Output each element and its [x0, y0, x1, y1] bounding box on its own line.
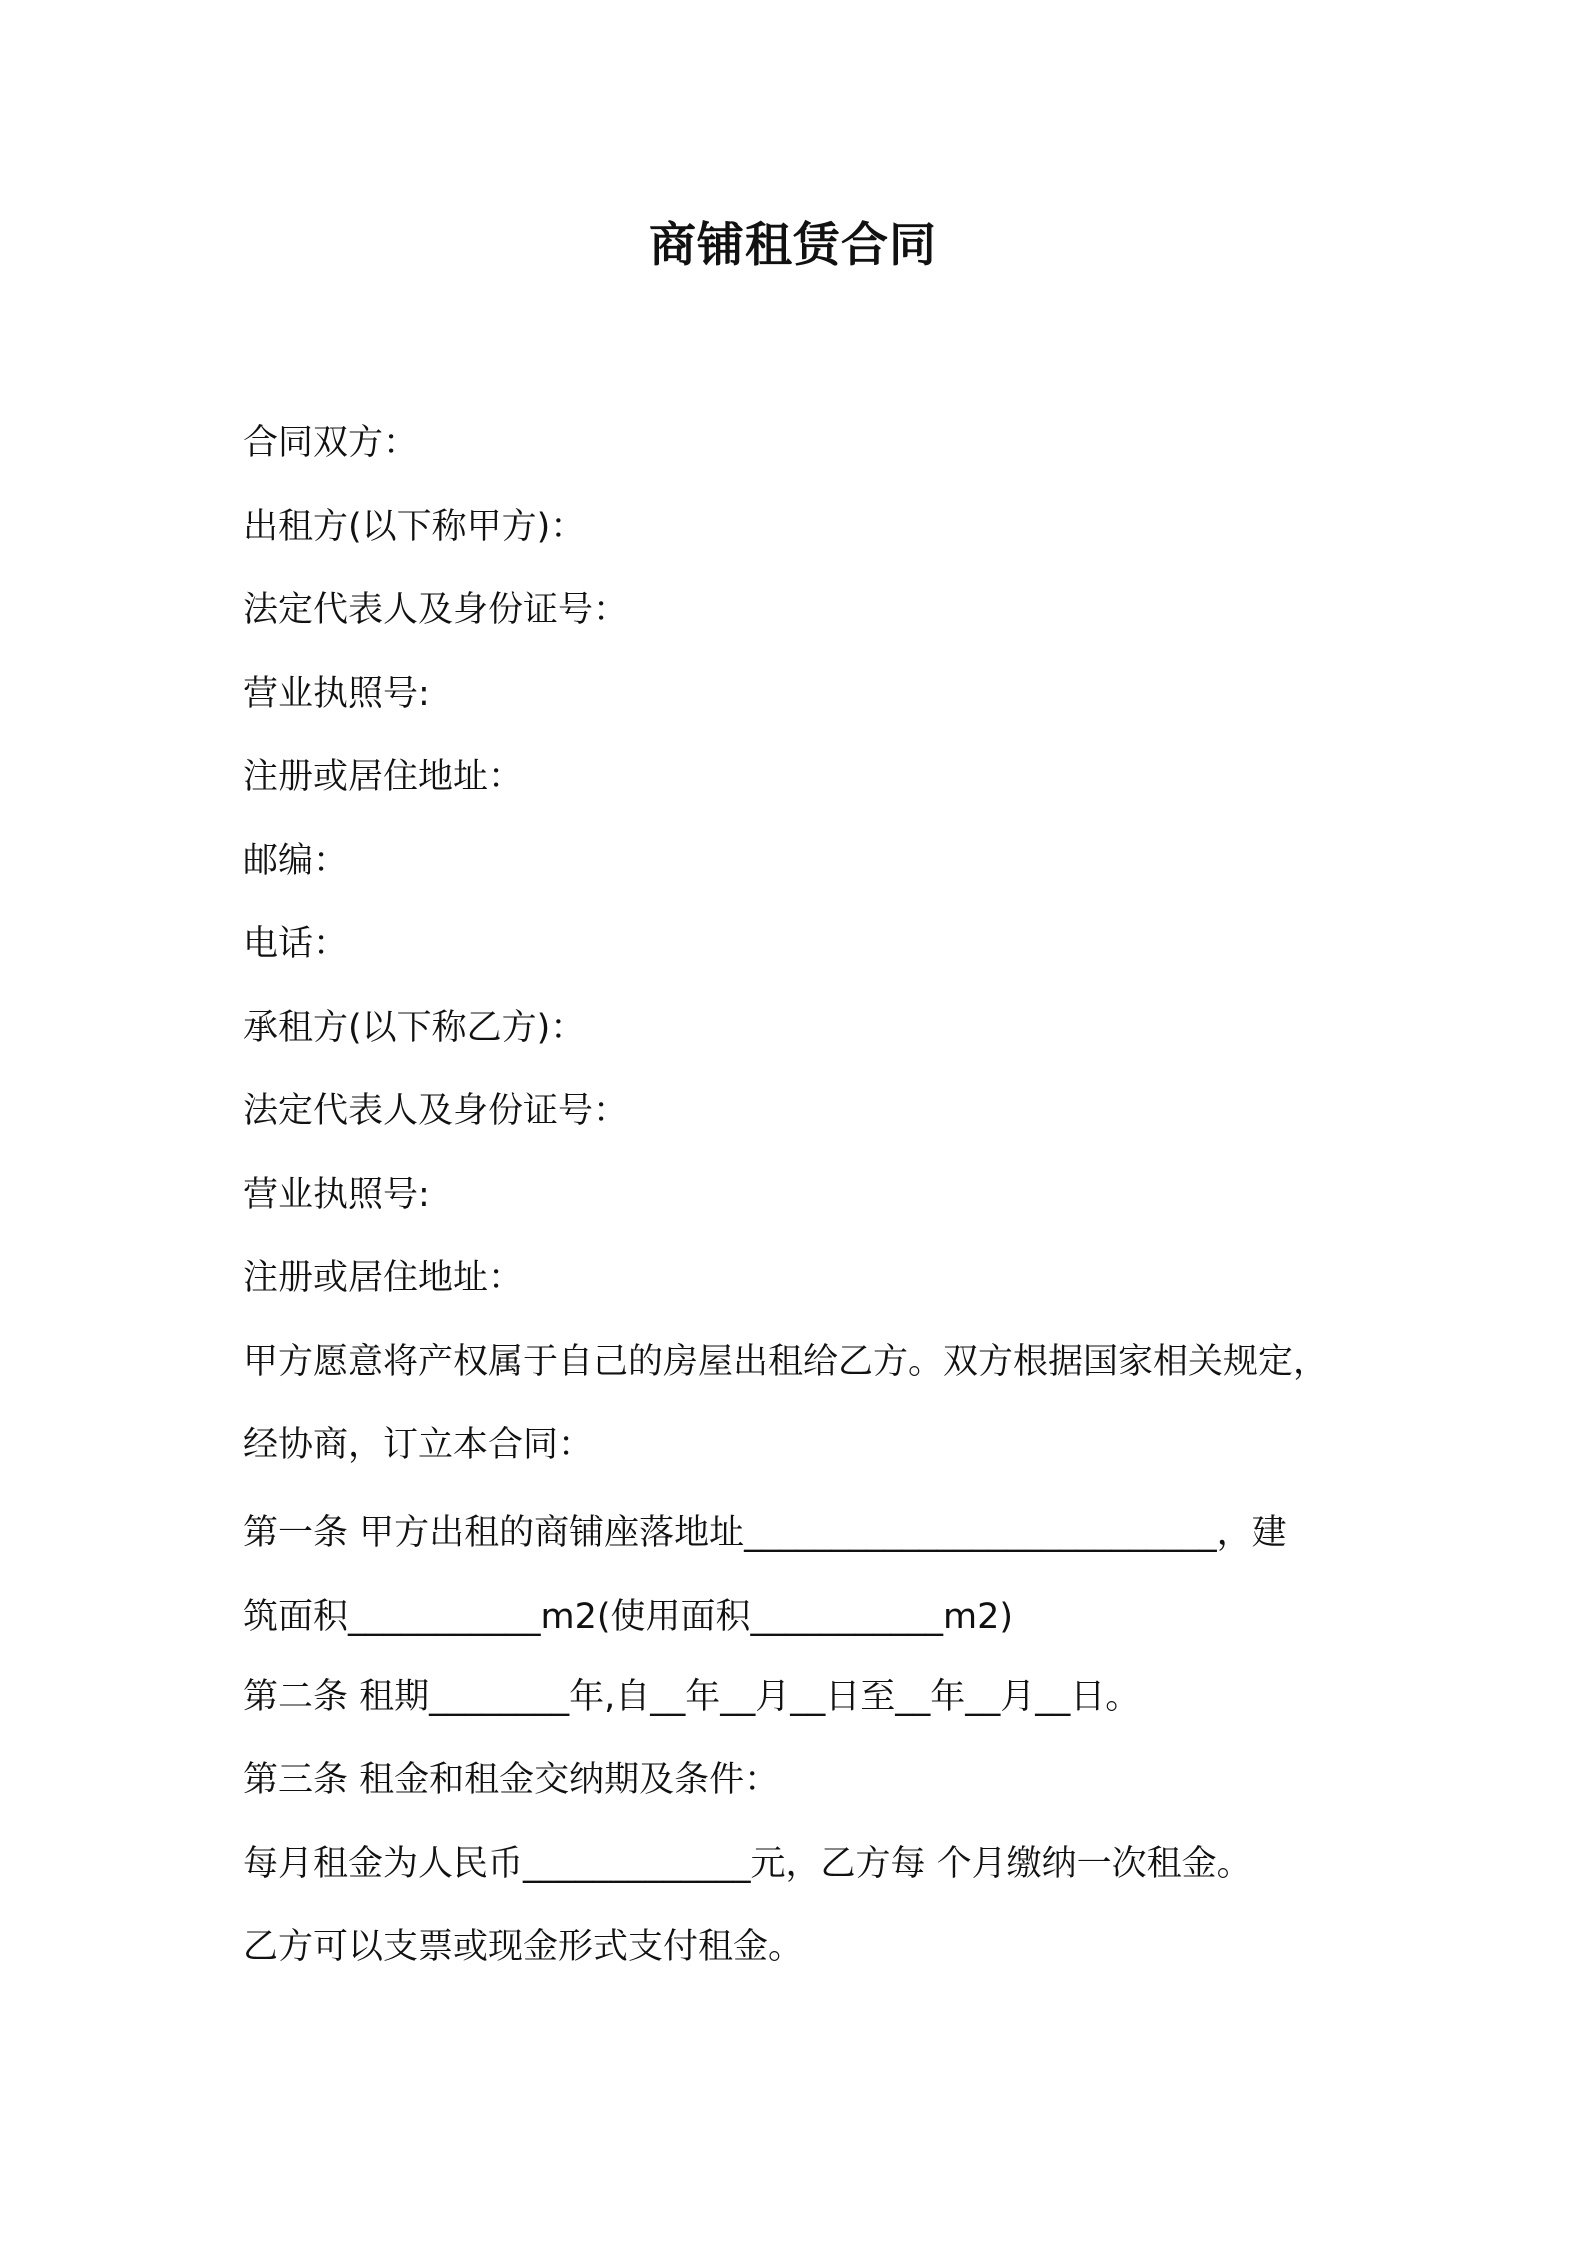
article-3: 第三条 租金和租金交纳期及条件： — [243, 1760, 780, 1800]
paragraph-lessor: 出租方(以下称甲方)： — [243, 506, 586, 547]
article-3-payment-method: 乙方可以支票或现金形式支付租金。 — [243, 1927, 804, 1967]
paragraph-preamble: 甲方愿意将产权属于自己的房屋出租给乙方。双方根据国家相关规定， — [243, 1341, 1329, 1382]
article-3-rent: 每月租金为人民币_____________元，乙方每 个月缴纳一次租金。 — [243, 1843, 1252, 1884]
paragraph-lessee-address: 注册或居住地址： — [243, 1258, 524, 1298]
paragraph-lessor-representative: 法定代表人及身份证号： — [243, 590, 629, 630]
paragraph-lessor-address: 注册或居住地址： — [243, 757, 524, 797]
article-2: 第二条 租期________年,自__年__月__日至__年__月__日。 — [243, 1676, 1141, 1717]
paragraph-parties-heading: 合同双方： — [243, 423, 419, 463]
article-1-continued: 筑面积___________m2(使用面积___________m2) — [243, 1596, 1014, 1637]
paragraph-lessor-postcode: 邮编： — [243, 840, 349, 881]
paragraph-preamble-continued: 经协商，订立本合同： — [243, 1425, 594, 1465]
document-body — [243, 402, 1403, 1990]
paragraph-lessor-phone: 电话： — [243, 924, 349, 964]
article-1: 第一条 甲方出租的商铺座落地址___________________________，建 — [243, 1512, 1287, 1553]
paragraph-lessee: 承租方(以下称乙方)： — [243, 1007, 586, 1048]
paragraph-lessee-representative: 法定代表人及身份证号： — [243, 1091, 629, 1131]
document-title: 商铺租赁合同 — [649, 218, 937, 273]
paragraph-lessee-license: 营业执照号: — [243, 1174, 430, 1215]
paragraph-lessor-license: 营业执照号: — [243, 673, 430, 714]
